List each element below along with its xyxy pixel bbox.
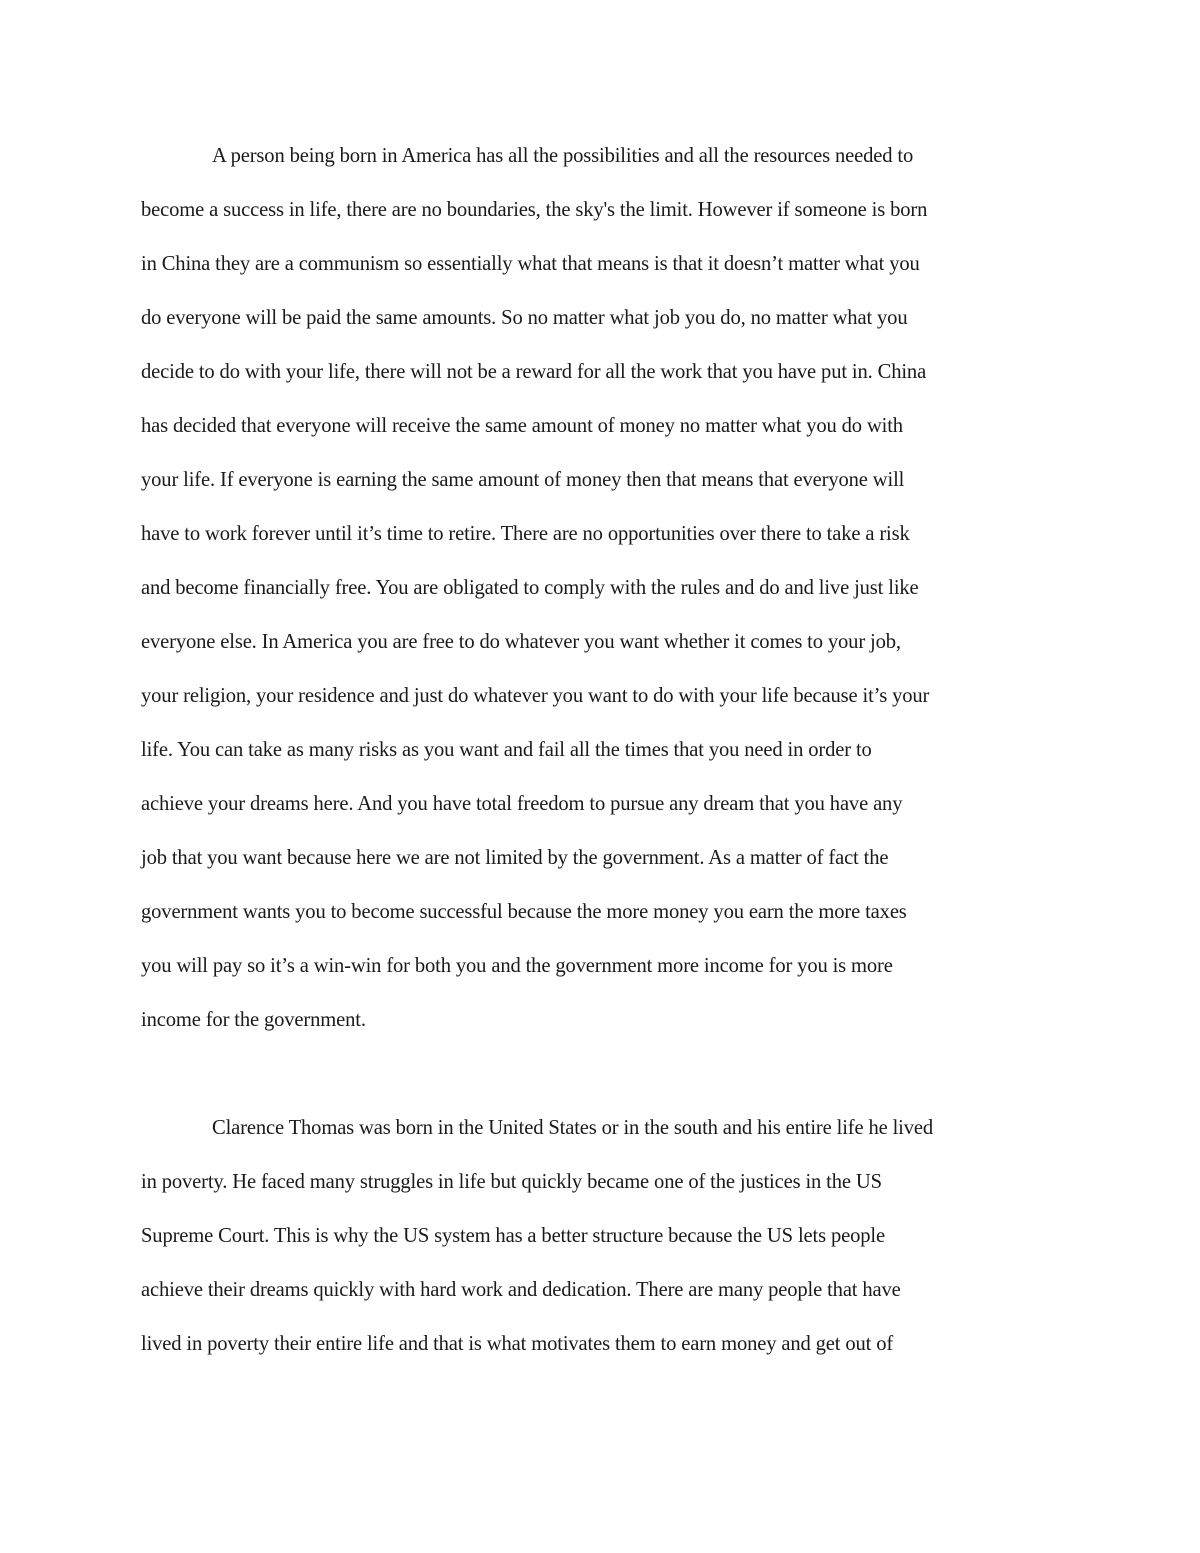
paragraph-line: lived in poverty their entire life and that is what motivates them to earn money and get out of: [141, 1333, 894, 1355]
paragraph-2: [141, 1101, 1063, 1371]
paragraph-line: and become financially free. You are obligated to comply with the rules and do and live just like: [141, 577, 919, 599]
paragraph-line: your life. If everyone is earning the same amount of money then that means that everyone will: [141, 469, 905, 491]
paragraph-line: in China they are a communism so essentially what that means is that it doesn’t matter what you: [141, 253, 920, 275]
paragraph-line: you will pay so it’s a win-win for both you and the government more income for you is more: [141, 955, 893, 977]
paragraph-line: become a success in life, there are no boundaries, the sky's the limit. However if someone is born: [141, 199, 928, 221]
document-body: [141, 129, 1063, 1371]
paragraph-line: job that you want because here we are not limited by the government. As a matter of fact the: [141, 847, 889, 869]
paragraph-line: in poverty. He faced many struggles in life but quickly became one of the justices in the US: [141, 1171, 882, 1193]
paragraph-spacer: [141, 1047, 1063, 1101]
paragraph-line: achieve your dreams here. And you have total freedom to pursue any dream that you have any: [141, 793, 903, 815]
paragraph-1: [141, 129, 1063, 1047]
paragraph-line: income for the government.: [141, 1009, 366, 1031]
paragraph-line: achieve their dreams quickly with hard work and dedication. There are many people that have: [141, 1279, 901, 1301]
paragraph-line: Clarence Thomas was born in the United States or in the south and his entire life he lived: [212, 1117, 934, 1139]
paragraph-line: everyone else. In America you are free to do whatever you want whether it comes to your job,: [141, 631, 901, 653]
paragraph-line: A person being born in America has all the possibilities and all the resources needed to: [212, 145, 914, 167]
paragraph-line: Supreme Court. This is why the US system has a better structure because the US lets people: [141, 1225, 885, 1247]
paragraph-line: do everyone will be paid the same amounts. So no matter what job you do, no matter what you: [141, 307, 908, 329]
paragraph-line: has decided that everyone will receive the same amount of money no matter what you do with: [141, 415, 903, 437]
paragraph-line: have to work forever until it’s time to retire. There are no opportunities over there to take a risk: [141, 523, 910, 545]
paragraph-line: decide to do with your life, there will not be a reward for all the work that you have put in. China: [141, 361, 927, 383]
paragraph-line: life. You can take as many risks as you want and fail all the times that you need in order to: [141, 739, 872, 761]
paragraph-line: government wants you to become successful because the more money you earn the more taxes: [141, 901, 907, 923]
paragraph-line: your religion, your residence and just do whatever you want to do with your life because it’s your: [141, 685, 930, 707]
